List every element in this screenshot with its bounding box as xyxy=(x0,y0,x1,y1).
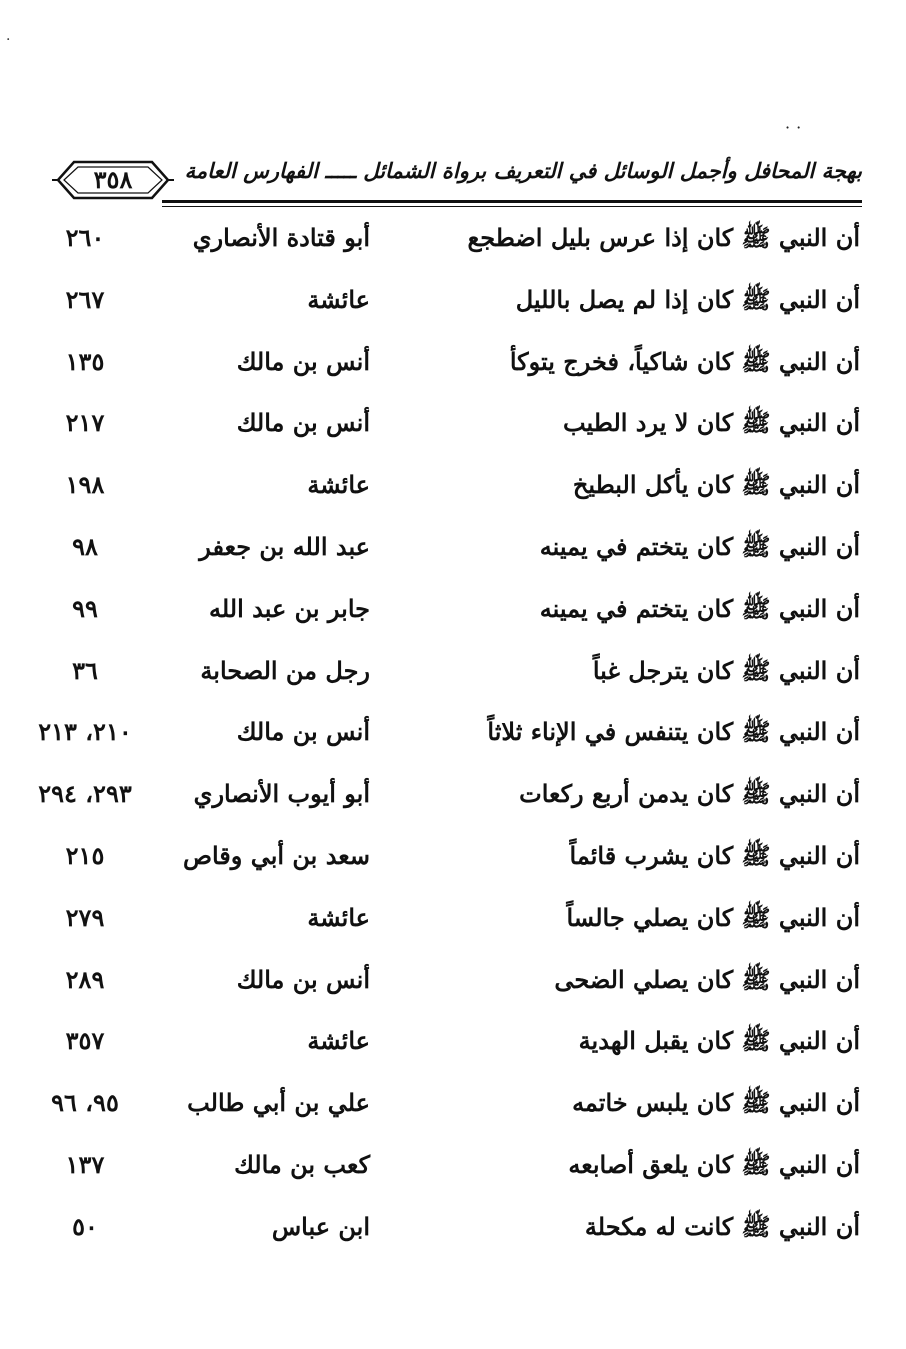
index-row xyxy=(0,398,906,460)
narrator-name: أنس بن مالك xyxy=(236,346,370,376)
header-rule xyxy=(162,200,862,203)
page-reference: ٣٦ xyxy=(72,655,98,685)
index-row xyxy=(0,707,906,769)
header-rule-thin xyxy=(162,206,862,207)
narrator-name: جابر بن عبد الله xyxy=(208,593,370,623)
page-reference: ٩٥، ٩٦ xyxy=(51,1088,119,1118)
page-reference: ١٣٥ xyxy=(65,346,105,376)
hadith-text: أن النبي ﷺ كان لا يرد الطيب xyxy=(562,408,860,438)
hadith-text: أن النبي ﷺ كان إذا عرس بليل اضطجع xyxy=(467,223,860,252)
hadith-text: أن النبي ﷺ كان يتنفس في الإناء ثلاثاً xyxy=(487,717,860,747)
index-row xyxy=(0,1202,906,1264)
hadith-text: أن النبي ﷺ كان يلعق أصابعه xyxy=(568,1149,860,1179)
page-reference: ٢٧٩ xyxy=(65,902,105,932)
narrator-name: سعد بن أبي وقاص xyxy=(182,840,370,870)
narrator-name: علي بن أبي طالب xyxy=(187,1088,370,1118)
hadith-text: أن النبي ﷺ كان يلبس خاتمه xyxy=(572,1088,860,1118)
index-row xyxy=(0,1078,906,1140)
hadith-text: أن النبي ﷺ كان يترجل غباً xyxy=(592,655,860,685)
index-row xyxy=(0,522,906,584)
hadith-text: أن النبي ﷺ كان شاكياً، فخرج يتوكأ xyxy=(509,346,860,376)
index-row xyxy=(0,831,906,893)
index-row xyxy=(0,955,906,1017)
index-row xyxy=(0,584,906,646)
index-row xyxy=(0,460,906,522)
narrator-name: عائشة xyxy=(307,1026,370,1056)
narrator-name: أبو أيوب الأنصاري xyxy=(193,779,370,809)
index-row xyxy=(0,1140,906,1202)
index-table xyxy=(0,213,906,1264)
page-number: ٣٥٨ xyxy=(93,165,133,194)
narrator-name: أنس بن مالك xyxy=(236,964,370,994)
page-reference: ١٣٧ xyxy=(65,1149,105,1179)
narrator-name: عبد الله بن جعفر xyxy=(199,531,370,561)
page-reference: ٢٦٧ xyxy=(65,284,105,314)
narrator-name: أنس بن مالك xyxy=(236,717,370,747)
page-reference: ٢١٧ xyxy=(65,408,105,438)
index-row xyxy=(0,275,906,337)
narrator-name: أبو قتادة الأنصاري xyxy=(192,223,370,252)
page-reference: ٥٠ xyxy=(72,1211,98,1241)
narrator-name: ابن عباس xyxy=(271,1211,370,1241)
narrator-name: أنس بن مالك xyxy=(236,408,370,438)
page-reference: ٢١٥ xyxy=(65,840,105,870)
page-reference: ١٩٨ xyxy=(65,470,105,500)
page-reference: ٢٦٠ xyxy=(65,223,105,252)
hadith-text: أن النبي ﷺ كان يتختم في يمينه xyxy=(539,593,860,623)
index-row xyxy=(0,646,906,708)
page-reference: ٢٨٩ xyxy=(65,964,105,994)
hadith-text: أن النبي ﷺ كان يدمن أربع ركعات xyxy=(519,779,860,809)
narrator-name: رجل من الصحابة xyxy=(200,655,370,685)
page-reference: ٢٩٣، ٢٩٤ xyxy=(38,779,132,809)
hadith-text: أن النبي ﷺ كان يصلي جالساً xyxy=(566,902,860,932)
header-title: بهجة المحافل وأجمل الوسائل في التعريف برواة الشمائل ـــــ الفهارس العامة xyxy=(184,158,862,183)
scan-dots: ·· xyxy=(785,118,808,137)
hadith-text: أن النبي ﷺ كان يشرب قائماً xyxy=(569,840,860,870)
page-reference: ٩٩ xyxy=(72,593,98,623)
scan-mark: · xyxy=(6,32,11,48)
hadith-text: أن النبي ﷺ كان يصلي الضحى xyxy=(554,964,860,994)
narrator-name: عائشة xyxy=(307,284,370,314)
hadith-text: أن النبي ﷺ كان يتختم في يمينه xyxy=(539,531,860,561)
page-number-badge xyxy=(52,154,174,206)
index-row xyxy=(0,769,906,831)
index-row xyxy=(0,213,906,275)
index-row xyxy=(0,1016,906,1078)
index-row xyxy=(0,337,906,399)
hadith-text: أن النبي ﷺ كان إذا لم يصل بالليل xyxy=(515,284,860,314)
narrator-name: كعب بن مالك xyxy=(234,1149,370,1179)
hadith-text: أن النبي ﷺ كانت له مكحلة xyxy=(584,1211,860,1241)
index-row xyxy=(0,893,906,955)
page-reference: ٣٥٧ xyxy=(65,1026,105,1056)
narrator-name: عائشة xyxy=(307,902,370,932)
page-reference: ٩٨ xyxy=(72,531,98,561)
page-reference: ٢١٠، ٢١٣ xyxy=(38,717,132,747)
hadith-text: أن النبي ﷺ كان يقبل الهدية xyxy=(578,1026,860,1056)
running-header xyxy=(52,150,862,210)
hadith-text: أن النبي ﷺ كان يأكل البطيخ xyxy=(572,470,860,500)
narrator-name: عائشة xyxy=(307,470,370,500)
